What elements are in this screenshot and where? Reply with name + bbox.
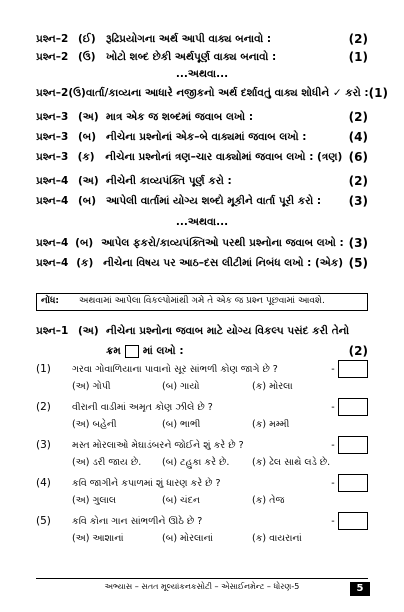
question-number: પ્રશ્ન–3 — [36, 151, 69, 163]
athva-separator: ...અથવા... — [175, 216, 229, 228]
question-line — [36, 48, 368, 66]
question-number: પ્રશ્ન–4 — [36, 195, 69, 207]
question-text: નીચેના પ્રશ્નોનાં ત્રણ–ચાર વાક્યોમાં જવાબ લખો : (ત્રણ) — [105, 151, 343, 163]
mcq-item — [36, 512, 368, 546]
dash-separator: - — [331, 401, 335, 413]
question-marks: (2) — [348, 344, 368, 358]
question-marks: (5) — [348, 256, 368, 270]
question-number: પ્રશ્ન–2 — [36, 51, 69, 63]
question-sub: (ઉ) — [68, 87, 86, 99]
question-number: પ્રશ્ન–4 — [36, 257, 69, 269]
question-1-heading — [36, 322, 368, 340]
question-text: માત્ર એક જ શબ્દમાં જવાબ લખો : — [106, 111, 254, 123]
answer-box[interactable] — [338, 360, 368, 378]
question-line — [36, 84, 388, 102]
question-text: આપેલ ફકરો/કાવ્યપંક્તિઓ પરથી પ્રશ્નોના જવાબ લખો : — [101, 237, 344, 249]
mcq-option: (અ) બહેની — [72, 418, 117, 430]
question-marks: (3) — [348, 236, 368, 250]
question-sub: (બ) — [78, 131, 97, 143]
question-text: નીચેના પ્રશ્નોનાં એક–બે વાક્યમાં જવાબ લખો : — [106, 131, 307, 143]
note-label: નોંધ: — [41, 296, 59, 306]
question-sub: (ક) — [77, 151, 95, 163]
mcq-option: (ક) ઢેલ સાથે લડે છે. — [252, 456, 331, 468]
dash-separator: - — [331, 363, 335, 375]
question-number: પ્રશ્ન–4 — [36, 175, 69, 187]
question-marks: (1) — [368, 86, 388, 100]
question-sub: (અ) — [78, 111, 99, 123]
question-text: નીચેના પ્રશ્નોના જવાબ માટે યોગ્ય વિકલ્પ પસંદ કરી તેનો — [106, 325, 350, 337]
question-number: પ્રશ્ન–4 — [36, 237, 69, 249]
mcq-options — [36, 416, 368, 432]
mcq-option: (બ) ટહુકા કરે છે. — [162, 456, 230, 468]
note-box — [36, 293, 368, 311]
question-number: પ્રશ્ન–3 — [36, 111, 69, 123]
question-line — [36, 148, 368, 166]
question-sub: (અ) — [78, 175, 99, 187]
question-sub: (બ) — [78, 195, 97, 207]
mcq-option: (ક) મોરલા — [252, 380, 293, 392]
mcq-question-row — [36, 436, 368, 454]
question-line — [36, 128, 368, 146]
question-text: નીચેની કાવ્યપંક્તિ પૂર્ણ કરો : — [106, 175, 232, 187]
mcq-option: (બ) ગાયો — [162, 380, 200, 392]
note-text: અથવામાં આપેલા વિકલ્પોમાંથી ગમે તે એક જ પ્રશ્ન પૂછવામાં આવશે. — [79, 296, 325, 306]
mcq-option: (બ) મોરલાનાં — [162, 532, 213, 544]
question-number: પ્રશ્ન–1 — [36, 325, 69, 337]
question-line — [36, 172, 368, 190]
mcq-question-text: કવિ જાગીને કપાળમાં શું ધારણ કરે છે ? — [72, 477, 221, 489]
question-1-line2 — [106, 342, 368, 360]
question-marks: (3) — [348, 194, 368, 208]
mcq-question-row — [36, 360, 368, 378]
question-text: આપેલી વાર્તામાં યોગ્ય શબ્દો મૂકીને વાર્તા પૂરી કરો : — [106, 195, 322, 207]
mcq-question-row — [36, 398, 368, 416]
question-marks: (2) — [348, 110, 368, 124]
question-marks: (6) — [348, 150, 368, 164]
mcq-item — [36, 398, 368, 432]
mcq-option: (અ) ડરી જાય છે. — [72, 456, 142, 468]
mcq-question-text: ગરવા ગોવાળિયાના પાવાનો સૂર સાંભળી કોણ જાગે છે ? — [72, 363, 278, 375]
mcq-option: (અ) ગુલાલ — [72, 494, 117, 506]
question-sub: (અ) — [78, 325, 99, 337]
mcq-question-row — [36, 512, 368, 530]
question-number: પ્રશ્ન–2 — [36, 87, 69, 99]
mcq-index: (2) — [36, 401, 51, 413]
mcq-question-text: કવિ કોના ગાન સાંભળીને ઊઠે છે ? — [72, 515, 203, 527]
mcq-item — [36, 436, 368, 470]
mcq-options — [36, 492, 368, 508]
dash-separator: - — [331, 439, 335, 451]
mcq-option: (બ) ભાભી — [162, 418, 201, 430]
question-marks: (2) — [348, 32, 368, 46]
mcq-item — [36, 360, 368, 394]
question-text-pre: ક્રમ — [106, 344, 121, 357]
question-text: રૂઢિપ્રયોગના અર્થ આપી વાક્ય બનાવો : — [106, 33, 272, 45]
athva-separator: ...અથવા... — [175, 68, 229, 80]
answer-box[interactable] — [338, 398, 368, 416]
mcq-question-row — [36, 474, 368, 492]
mcq-index: (3) — [36, 439, 51, 451]
question-line — [36, 254, 368, 272]
question-text-post: માં લખો : — [142, 344, 184, 357]
question-text: નીચેના વિષય પર આઠ–દસ લીટીમાં નિબંધ લખો : (એક) — [103, 257, 344, 269]
mcq-options — [36, 378, 368, 394]
question-sub: (ઈ) — [78, 33, 96, 45]
mcq-option: (બ) ચંદન — [162, 494, 201, 506]
dash-separator: - — [331, 477, 335, 489]
question-line — [36, 234, 368, 252]
mcq-option: (અ) ગોપી — [72, 380, 111, 392]
question-sub: (ઉ) — [78, 51, 96, 63]
mcq-options — [36, 530, 368, 546]
answer-box[interactable] — [338, 512, 368, 530]
mcq-index: (4) — [36, 477, 51, 489]
mcq-item — [36, 474, 368, 508]
answer-box[interactable] — [338, 474, 368, 492]
mcq-option: (ક) મમ્મી — [252, 418, 290, 430]
page-number: 5 — [350, 582, 370, 596]
mcq-options — [36, 454, 368, 470]
mcq-question-text: વીરાની વાડીમાં અમૃત કોણ ઝીલે છે ? — [72, 401, 213, 413]
dash-separator: - — [331, 515, 335, 527]
question-sub: (બ) — [75, 237, 94, 249]
question-line — [36, 108, 368, 126]
mcq-option: (ક) તેજ — [252, 494, 285, 506]
question-marks: (1) — [348, 50, 368, 64]
answer-box-sample — [125, 345, 139, 358]
question-line — [36, 192, 368, 210]
mcq-option: (ક) વાયરાનાં — [252, 532, 302, 544]
question-sub: (ક) — [76, 257, 94, 269]
question-marks: (4) — [348, 130, 368, 144]
question-number: પ્રશ્ન–2 — [36, 33, 69, 45]
question-text: વાર્તા/કાવ્યના આધારે નજીકનો અર્થ દર્શાવતું વાક્ય શોધીને ✓ કરો : — [85, 87, 369, 99]
mcq-index: (5) — [36, 515, 51, 527]
mcq-option: (અ) આશાનાં — [72, 532, 124, 544]
mcq-question-text: મસ્ત મોરલાઓ મેઘાડંબરને જોઈને શું કરે છે ? — [72, 439, 244, 451]
question-text: ખોટો શબ્દ છેકી અર્થપૂર્ણ વાક્ય બનાવો : — [106, 51, 277, 63]
page-footer: અભ્યાસ – સતત મૂલ્યાંકનકસોટી – એસાઈનમેન્ટ – ધોરણ-5 — [36, 578, 368, 594]
question-number: પ્રશ્ન–3 — [36, 131, 69, 143]
answer-box[interactable] — [338, 436, 368, 454]
mcq-index: (1) — [36, 363, 51, 375]
question-line — [36, 30, 368, 48]
question-marks: (2) — [348, 174, 368, 188]
